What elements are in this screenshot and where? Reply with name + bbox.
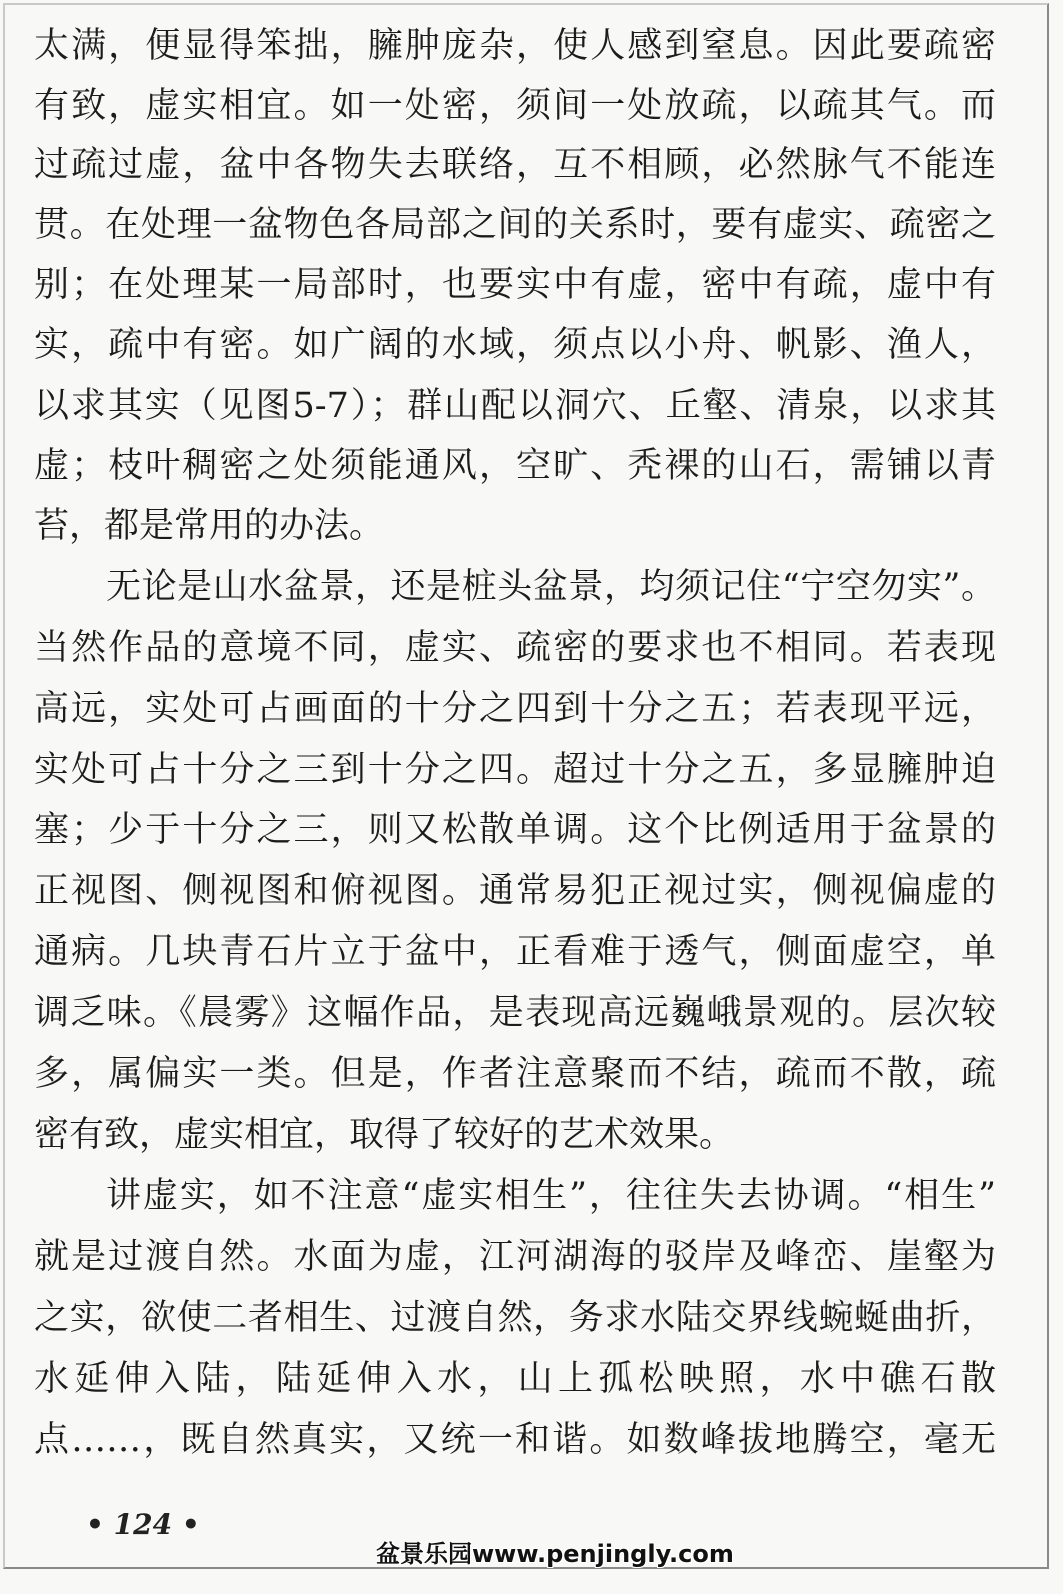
text-line: 过疏过虚，盆中各物失去联络，互不相顾，必然脉气不能连 [34, 145, 996, 185]
text-line: 高远，实处可占画面的十分之四到十分之五；若表现平远， [34, 689, 996, 729]
text-line: 塞；少于十分之三，则又松散单调。这个比例适用于盆景的 [34, 810, 996, 850]
text-line: 调乏味。《晨雾》这幅作品，是表现高远巍峨景观的。层次较 [34, 993, 996, 1033]
text-line: 通病。几块青石片立于盆中，正看难于透气，侧面虚空，单 [34, 932, 996, 972]
text-line: 当然作品的意境不同，虚实、疏密的要求也不相同。若表现 [34, 628, 996, 668]
text-line: 别；在处理某一局部时，也要实中有虚，密中有疏，虚中有 [34, 265, 996, 305]
text-line: 就是过渡自然。水面为虚，江河湖海的驳岸及峰峦、崖壑为 [34, 1237, 996, 1277]
text-line: 多，属偏实一类。但是，作者注意聚而不结，疏而不散，疏 [34, 1054, 996, 1094]
page-number: • 124 • [86, 1508, 200, 1541]
text-line: 密有致，虚实相宜，取得了较好的艺术效果。 [34, 1115, 735, 1155]
text-line: 实，疏中有密。如广阔的水域，须点以小舟、帆影、渔人， [34, 325, 996, 365]
paragraph-start-line: 无论是山水盆景，还是桩头盆景，均须记住“宁空勿实”。 [106, 567, 996, 607]
text-line: 实处可占十分之三到十分之四。超过十分之五，多显臃肿迫 [34, 750, 996, 790]
text-line: 正视图、侧视图和俯视图。通常易犯正视过实，侧视偏虚的 [34, 871, 996, 911]
text-line: 之实，欲使二者相生、过渡自然，务求水陆交界线蜿蜒曲折， [34, 1298, 996, 1338]
paragraph-start-line: 讲虚实，如不注意“虚实相生”，往往失去协调。“相生” [106, 1176, 996, 1216]
text-line: 以求其实（见图5-7）；群山配以洞穴、丘壑、清泉，以求其 [34, 386, 996, 426]
text-line: 虚；枝叶稠密之处须能通风，空旷、秃裸的山石，需铺以青 [34, 446, 996, 486]
text-line: 贯。在处理一盆物色各局部之间的关系时，要有虚实、疏密之 [34, 205, 996, 245]
site-watermark: 盆景乐园www.penjingly.com [376, 1540, 734, 1568]
text-line: 有致，虚实相宜。如一处密，须间一处放疏，以疏其气。而 [34, 86, 996, 126]
text-line: 太满，便显得笨拙，臃肿庞杂，使人感到窒息。因此要疏密 [34, 26, 996, 66]
text-line: 水延伸入陆，陆延伸入水，山上孤松映照，水中礁石散 [34, 1359, 996, 1399]
text-line: 苔，都是常用的办法。 [34, 506, 385, 546]
text-line: 点……，既自然真实，又统一和谐。如数峰拔地腾空，毫无 [34, 1420, 996, 1460]
